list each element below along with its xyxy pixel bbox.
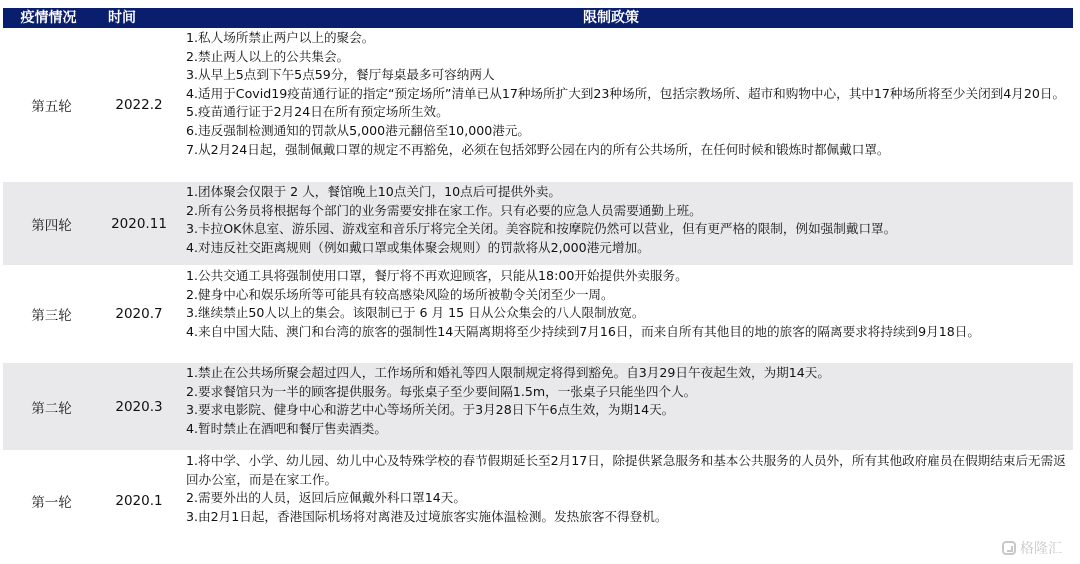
policy-list [178,266,1073,362]
watermark-text: 格隆汇 [1020,541,1062,557]
round-time: 2020.1 [115,492,163,509]
policy-table [3,8,1073,551]
policy-item: 1.公共交通工具将强制使用口罩，餐厅将不再欢迎顾客，只能从18:00开始提供外卖服务。 [186,268,688,283]
table-row-round-1 [3,451,1073,551]
policy-list [178,182,1073,265]
policy-item: 4.对违反社交距离规则（例如戴口罩或集体聚会规则）的罚款将从2,000港元增加。 [186,239,650,255]
table-row-round-5 [3,28,1073,182]
policy-item: 1.将中学、小学、幼儿园、幼儿中心及特殊学校的春节假期延长至2月17日，除提供紧急服务和基本公共服务的人员外，所有其他政府雇员在假期结束后无需返回办公室，而是在家工作。 [186,453,1066,487]
policy-item: 1.禁止在公共场所聚会超过四人，工作场所和婚礼等四人限制规定将得到豁免。自3月29日午夜起生效，为期14天。 [186,365,830,380]
round-label: 第一轮 [31,494,72,511]
policy-item: 2.禁止两人以上的公共集会。 [186,48,350,64]
policy-list [178,363,1073,450]
policy-item: 4.适用于Covid19疫苗通行证的指定“预定场所”清单已从17种场所扩大到23种场所，包括宗教场所、超市和购物中心，其中17种场所将至少关闭到4月20日。 [186,85,1066,101]
policy-item: 2.需要外出的人员，返回后应佩戴外科口罩14天。 [186,490,466,506]
table-header [3,8,1073,28]
policy-item: 3.要求电影院、健身中心和游艺中心等场所关闭。于3月28日下午6点生效，为期14天。 [186,402,675,418]
policy-item: 3.卡拉OK休息室、游乐园、游戏室和音乐厅将完全关闭。美容院和按摩院仍然可以营业，但有更严格的限制，例如强制戴口罩。 [186,221,897,237]
policy-item: 4.来自中国大陆、澳门和台湾的旅客的强制性14天隔离期将至少持续到7月16日，而来自所有其他目的地的旅客的隔离要求将持续到9月18日。 [186,323,980,339]
policy-item: 3.继续禁止50人以上的集会。该限制已于 6 月 15 日从公众集会的八人限制放宽。 [186,305,645,321]
policy-item: 1.私人场所禁止两户以上的聚会。 [186,30,375,45]
header-situation: 疫情情况 [20,10,77,26]
policy-item: 1.团体聚会仅限于 2 人，餐馆晚上10点关门，10点后可提供外卖。 [186,184,561,199]
policy-item: 7.从2月24日起，强制佩戴口罩的规定不再豁免，必须在包括郊野公园在内的所有公共场所，在任何时候和锻炼时都佩戴口罩。 [186,141,890,157]
table-row-round-4 [3,182,1073,266]
policy-item: 3.由2月1日起，香港国际机场将对离港及过境旅客实施体温检测。发热旅客不得登机。 [186,508,668,524]
logo-icon [1002,541,1016,555]
policy-item: 4.暂时禁止在酒吧和餐厅售卖酒类。 [186,420,387,436]
policy-item: 2.健身中心和娱乐场所等可能具有较高感染风险的场所被勒令关闭至少一周。 [186,286,614,302]
round-time: 2020.11 [111,215,167,232]
round-label: 第四轮 [31,217,72,234]
watermark-logo [1002,538,1062,558]
header-policy: 限制政策 [583,10,639,26]
round-label: 第五轮 [31,98,72,115]
round-time: 2020.3 [115,398,163,415]
round-label: 第二轮 [31,400,72,417]
policy-item: 2.要求餐馆只为一半的顾客提供服务。每张桌子至少要间隔1.5m，一张桌子只能坐四个人。 [186,383,697,399]
table-row-round-2 [3,363,1073,451]
policy-item: 2.所有公务员将根据每个部门的业务需要安排在家工作。只有必要的应急人员需要通勤上班。 [186,202,702,218]
policy-list [178,28,1073,181]
policy-list [178,451,1073,550]
table-row-round-3 [3,266,1073,363]
round-time: 2020.7 [115,306,163,322]
policy-item: 5.疫苗通行证于2月24日在所有预定场所生效。 [186,104,449,120]
policy-item: 6.违反强制检测通知的罚款从5,000港元翻倍至10,000港元。 [186,122,531,138]
round-label: 第三轮 [31,308,72,324]
policy-item: 3.从早上5点到下午5点59分，餐厅每桌最多可容纳两人 [186,67,495,83]
header-time: 时间 [108,10,136,26]
round-time: 2022.2 [115,96,163,113]
